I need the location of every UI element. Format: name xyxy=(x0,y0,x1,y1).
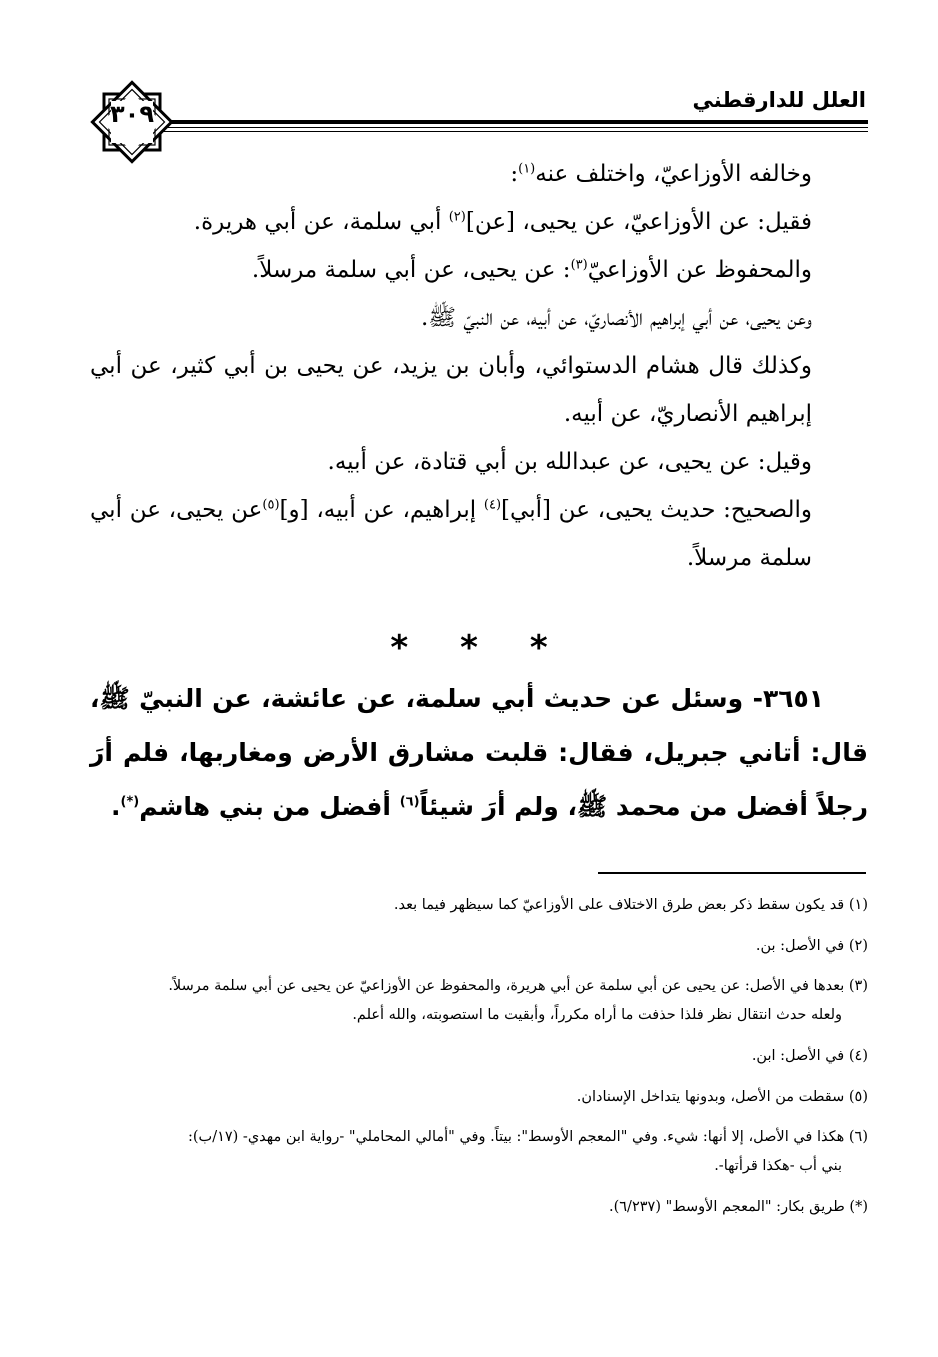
running-header-title: العلل للدارقطني xyxy=(692,88,866,112)
paragraph: فقيل: عن الأوزاعيّ، عن يحيى، [عن]$^{(٢)}$ أبي سلمة، عن أبي هريرة. xyxy=(193,209,812,235)
footnote-number: (٤) xyxy=(848,1048,868,1064)
entry-text: - وسئل عن حديث أبي سلمة، عن عائشة، عن النبيّ ﷺ، قال: أتاني جبريل، فقال: قلبت مشارق الأرض ومغاربها، فلم أرَ رجلاً أفضل من محمد ﷺ، ولم أرَ شيئاً xyxy=(90,684,868,821)
footnote-number: (٣) xyxy=(848,978,868,994)
hadith-entry: ٣٦٥١- وسئل عن حديث أبي سلمة، عن عائشة، عن النبيّ ﷺ، قال: أتاني جبريل، فقال: قلبت مشارق الأرض ومغاربها، فلم أرَ رجلاً أفضل من محمد ﷺ، ولم أرَ شيئاً$^{(٦)}$ أفضل من بني هاشم(*). xyxy=(90,684,868,821)
footnote-number: (٦) xyxy=(848,1129,868,1145)
footnotes xyxy=(92,890,868,1233)
footnote-ref: (٥) xyxy=(262,497,280,513)
footnote-ref: (٦) xyxy=(399,794,420,810)
header-rule-thin xyxy=(160,127,868,128)
footnote xyxy=(92,972,868,1030)
paragraph: والمحفوظ عن الأوزاعيّ$^{(٣)}$: عن يحيى، عن أبي سلمة مرسلاً. xyxy=(251,257,812,283)
footnote-text: في الأصل: بن. xyxy=(755,938,845,954)
footnote-number: (٢) xyxy=(848,938,868,954)
separator-asterisk: * xyxy=(390,628,409,668)
paragraph: وقيل: عن يحيى، عن عبدالله بن أبي قتادة، عن أبيه. xyxy=(327,449,812,475)
entry-text-end: أفضل من بني هاشم xyxy=(139,792,400,821)
header-rule-thin-2 xyxy=(160,131,868,132)
footnote-text: في الأصل: ابن. xyxy=(751,1048,845,1064)
footnote-number: (٥) xyxy=(848,1089,868,1105)
footnote xyxy=(92,890,868,920)
footnote-number: (*) xyxy=(849,1199,868,1215)
footnote-ref: (٢) xyxy=(448,209,466,225)
section-separator xyxy=(0,628,938,668)
footnote-ref: (٤) xyxy=(483,497,502,513)
footnote-ref: (١) xyxy=(518,161,536,177)
footnote xyxy=(92,1041,868,1071)
footnote-text: قد يكون سقط ذكر بعض طرق الاختلاف على الأوزاعيّ كما سيظهر فيما بعد. xyxy=(393,897,845,913)
footnote-text: بعدها في الأصل: عن يحيى عن أبي سلمة عن أبي هريرة، والمحفوظ عن الأوزاعيّ عن يحيى عن أبي سلمة مرسلاً. xyxy=(168,978,845,994)
source-note-ref: (*) xyxy=(120,794,140,810)
footnote-number: (١) xyxy=(848,897,868,913)
entry-number: ٣٦٥١ xyxy=(762,684,824,713)
footnote-text: هكذا في الأصل، إلا أنها: شيء. وفي "المعجم الأوسط": بيتاً. وفي "أمالي المحاملي" -رواية ابن مهدي- (١٧/ب): xyxy=(188,1129,845,1145)
footnote-text-continued: بني أب -هكذا قرأتها-. xyxy=(714,1158,842,1174)
paragraph: والصحيح: حديث يحيى، عن [أبي]$^{(٤)}$ إبراهيم، عن أبيه، [و]$^{(٥)}$عن يحيى، عن أبي سلمة مرسلاً. xyxy=(90,497,812,571)
footnote-divider xyxy=(598,872,866,874)
header-rule-thick xyxy=(160,120,868,124)
footnote-ref: (٣) xyxy=(570,257,588,273)
paragraph: وكذلك قال هشام الدستوائي، وأبان بن يزيد، عن يحيى بن أبي كثير، عن أبي إبراهيم الأنصاريّ، عن أبيه. xyxy=(90,353,812,427)
footnote xyxy=(92,1123,868,1181)
footnote-text-continued: ولعله حدث انتقال نظر فلذا حذفت ما أراه مكرراً، وأبقيت ما استصوبته، والله أعلم. xyxy=(352,1007,842,1023)
paragraph: وعن يحيى، عن أبي إبراهيم الأنصاريّ، عن أبيه، عن النبيّ ﷺ. xyxy=(420,305,812,331)
footnote-text: طريق بكار: "المعجم الأوسط" (٦/٢٣٧). xyxy=(608,1199,845,1215)
footnote-text: سقطت من الأصل، وبدونها يتداخل الإسنادان. xyxy=(576,1089,845,1105)
main-text xyxy=(90,150,868,582)
paragraph: وخالفه الأوزاعيّ، واختلف عنه$^{(١)}$: xyxy=(510,161,812,187)
footnote xyxy=(92,931,868,961)
separator-asterisk: * xyxy=(460,628,478,668)
footnote xyxy=(92,1082,868,1112)
footnote xyxy=(92,1192,868,1222)
separator-asterisk: * xyxy=(529,628,548,668)
page-number: ٣٠٩ xyxy=(110,100,154,128)
